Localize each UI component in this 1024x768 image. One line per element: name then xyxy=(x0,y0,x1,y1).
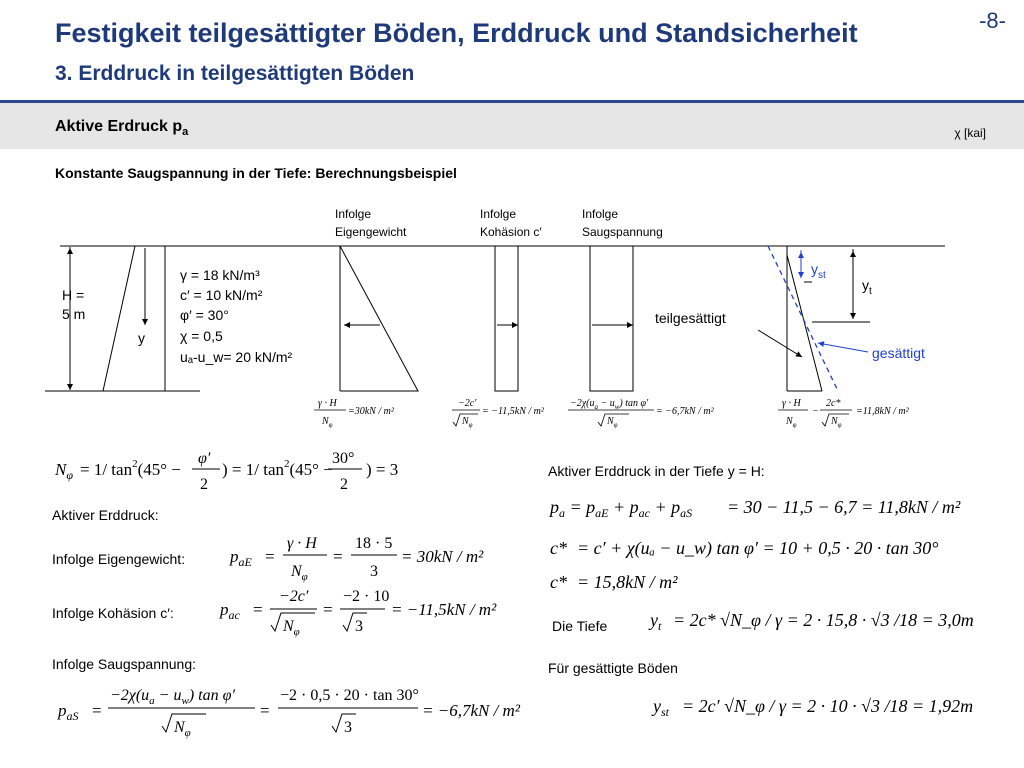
formula-suction xyxy=(568,398,715,429)
svg-text:=11,8kN / m²: =11,8kN / m² xyxy=(856,406,909,417)
svg-text:Nφ: $N_\varphi$ xyxy=(174,719,191,739)
svg-text:2c*: 2c* xyxy=(826,398,841,409)
eigengewicht-label: Infolge Eigengewicht: xyxy=(52,551,186,567)
h-label-2: 5 m xyxy=(62,306,86,322)
svg-text:18 · 5: 18 · 5 xyxy=(355,535,393,552)
svg-text:−2 · 0,5 · 20 · tan 30°: −2 · 0,5 · 20 · tan 30° xyxy=(280,687,419,704)
svg-text:Nφ: $N_\varphi$ xyxy=(322,416,333,429)
col2-heading-1: Infolge xyxy=(480,207,517,221)
svg-text:= 30kN / m²: = 30kN / m² xyxy=(401,547,484,566)
col1-heading-2: Eigengewicht xyxy=(335,225,407,239)
h-label-1: H = xyxy=(62,287,85,303)
svg-text:= c′ + χ(uₐ − u_w) tan φ′ = 10: = c′ + χ(uₐ − u_w) tan φ′ = 10 + 0,5 · 20 · tan 30° xyxy=(577,538,939,558)
svg-text:c*: c* xyxy=(550,572,567,592)
svg-text:=: = xyxy=(333,547,343,566)
formula-c-star-result xyxy=(545,564,845,600)
self-weight-triangle xyxy=(340,246,418,391)
retaining-wall xyxy=(103,246,165,391)
section-title: Konstante Saugspannung in der Tiefe: Berechnungsbeispiel xyxy=(55,165,457,181)
formula-y-t xyxy=(645,602,1005,642)
svg-text:2: 2 xyxy=(200,476,208,493)
svg-text:30°: 30° xyxy=(332,450,355,467)
svg-text:γ · H: γ · H xyxy=(782,398,801,409)
svg-text:3: 3 xyxy=(355,618,363,635)
earth-pressure-diagram xyxy=(0,195,1024,440)
param-suction: uₐ-u_w= 20 kN/m² xyxy=(180,349,293,365)
svg-text:3: 3 xyxy=(344,719,352,736)
formula-p-a xyxy=(545,487,985,527)
svg-text:= 15,8kN / m²: = 15,8kN / m² xyxy=(577,572,678,592)
svg-text:3: 3 xyxy=(370,563,378,580)
svg-text:= −6,7kN / m²: = −6,7kN / m² xyxy=(656,406,714,417)
aktiver-erddruck-label: Aktiver Erddruck: xyxy=(52,507,159,523)
svg-text:γ · H: γ · H xyxy=(318,398,337,409)
svg-text:2: 2 xyxy=(340,476,348,493)
tiefe-heading: Aktiver Erddruck in der Tiefe y = H: xyxy=(548,463,765,479)
svg-text:=: = xyxy=(265,547,275,566)
svg-text:) = 1/ tan2(45° −: ) = 1/ $\tan^2(45^\circ$ − xyxy=(222,458,333,479)
svg-text:φ′: φ′ xyxy=(198,450,211,467)
svg-text:= 1/ tan2(45° −: = 1/ $\tan^2(45^\circ$ − xyxy=(80,458,181,479)
page-number: -8- xyxy=(979,8,1006,33)
gesaettigt-label: gesättigt xyxy=(872,345,925,361)
svg-text:Nφ: $N_\varphi$ xyxy=(607,416,618,429)
svg-text:Nφ: $N_\varphi$ xyxy=(283,618,300,638)
param-c: c′ = 10 kN/m² xyxy=(180,287,263,303)
page-title: Festigkeit teilgesättigter Böden, Erddruck und Standsicherheit xyxy=(55,18,858,48)
saugspannung-label: Infolge Saugspannung: xyxy=(52,656,197,672)
svg-text:Nφ: $N_\varphi$ xyxy=(786,416,797,429)
formula-p-ac xyxy=(215,585,525,643)
svg-text:=30kN / m²: =30kN / m² xyxy=(348,406,394,417)
svg-text:−2χ(ua − uw) tan φ′: $-2\chi(u_a - u_w)$ tan φ′ xyxy=(110,687,235,707)
svg-text:pa = paE + pac + paS: $p_a = p_{aE} + p_{ac} + p_{aS}$ xyxy=(550,497,693,520)
formula-self-weight xyxy=(314,398,395,429)
die-tiefe-label: Die Tiefe xyxy=(552,618,608,634)
col3-heading-1: Infolge xyxy=(582,207,619,221)
svg-text:= −11,5kN / m²: = −11,5kN / m² xyxy=(482,406,544,417)
formula-n-phi xyxy=(50,445,480,495)
param-gamma: γ = 18 kN/m³ xyxy=(180,267,260,283)
svg-text:−2χ(ua − uw) tan φ′: $-2\chi(u_a - u_w)$ tan φ′ xyxy=(570,398,649,411)
param-chi: χ = 0,5 xyxy=(180,328,223,344)
svg-text:pac: $p_{ac}$ xyxy=(220,600,240,622)
col3-heading-2: Saugspannung xyxy=(582,225,663,239)
suction-block xyxy=(590,246,633,391)
teilgesaettigt-pointer xyxy=(758,330,802,357)
gesaettigt-pointer xyxy=(818,343,868,352)
svg-text:Nφ: $N_\varphi$ xyxy=(462,416,473,429)
page-subtitle: 3. Erddruck in teilgesättigten Böden xyxy=(55,62,415,85)
svg-text:paE: $p_{aE}$ xyxy=(230,547,252,569)
svg-text:= 2c* √N_φ / γ = 2 · 15,8 · √3: = 2c* √N_φ / γ = 2 · 15,8 · √3 /18 = 3,0m xyxy=(673,610,974,630)
svg-text:= 2c′ √N_φ / γ = 2 · 10 · √3 /: = 2c′ √N_φ / γ = 2 · 10 · √3 /18 = 1,92m xyxy=(682,696,974,716)
svg-text:−2c′: −2c′ xyxy=(279,588,309,605)
svg-text:=: = xyxy=(323,600,333,619)
formula-p-as xyxy=(50,680,530,745)
cohesion-block xyxy=(495,246,518,391)
y-t-label: $y_t$ xyxy=(862,277,872,297)
svg-text:yst: $y_{st}$ xyxy=(653,696,670,719)
svg-text:= −11,5kN / m²: = −11,5kN / m² xyxy=(391,600,497,619)
svg-text:−: − xyxy=(812,406,819,417)
svg-text:γ · H: γ · H xyxy=(287,535,317,552)
band-title: Aktive Erdruck $p_a$ xyxy=(55,118,189,139)
svg-text:=: = xyxy=(260,701,270,720)
col2-heading-2: Kohäsion c′ xyxy=(480,225,542,239)
svg-text:Nφ: $N_\varphi$ xyxy=(55,460,73,482)
svg-text:yt: $y_t$ xyxy=(650,610,662,633)
teilgesaettigt-label: teilgesättigt xyxy=(655,310,726,326)
svg-text:=: = xyxy=(92,701,102,720)
kohaesion-label: Infolge Kohäsion c′: xyxy=(52,605,174,621)
svg-text:) = 3: ) = 3 xyxy=(366,460,399,479)
param-phi: φ′ = 30° xyxy=(180,307,229,323)
svg-text:= 30 − 11,5 − 6,7 = 11,8kN / m: = 30 − 11,5 − 6,7 = 11,8kN / m² xyxy=(727,497,961,517)
y-label: y xyxy=(138,330,145,346)
formula-y-st xyxy=(648,688,1008,728)
svg-text:paS: $p_{aS}$ xyxy=(58,701,79,723)
svg-text:Nφ: $N_\varphi$ xyxy=(291,563,308,583)
chi-note: χ [kai] xyxy=(954,126,986,140)
col1-heading-1: Infolge xyxy=(335,207,372,221)
svg-text:−2c′: −2c′ xyxy=(458,398,477,409)
formula-combined xyxy=(778,398,910,429)
y-st-label: $y_{st}$ xyxy=(811,261,826,281)
gesaettigte-boeden-label: Für gesättigte Böden xyxy=(548,660,678,676)
formula-p-ae xyxy=(225,530,525,585)
svg-text:c*: c* xyxy=(550,538,567,558)
svg-text:= −6,7kN / m²: = −6,7kN / m² xyxy=(422,701,520,720)
svg-text:−2 · 10: −2 · 10 xyxy=(343,588,390,605)
formula-cohesion xyxy=(452,398,545,429)
svg-text:Nφ: $N_\varphi$ xyxy=(831,416,842,429)
svg-text:=: = xyxy=(253,600,263,619)
formula-c-star xyxy=(545,530,985,568)
